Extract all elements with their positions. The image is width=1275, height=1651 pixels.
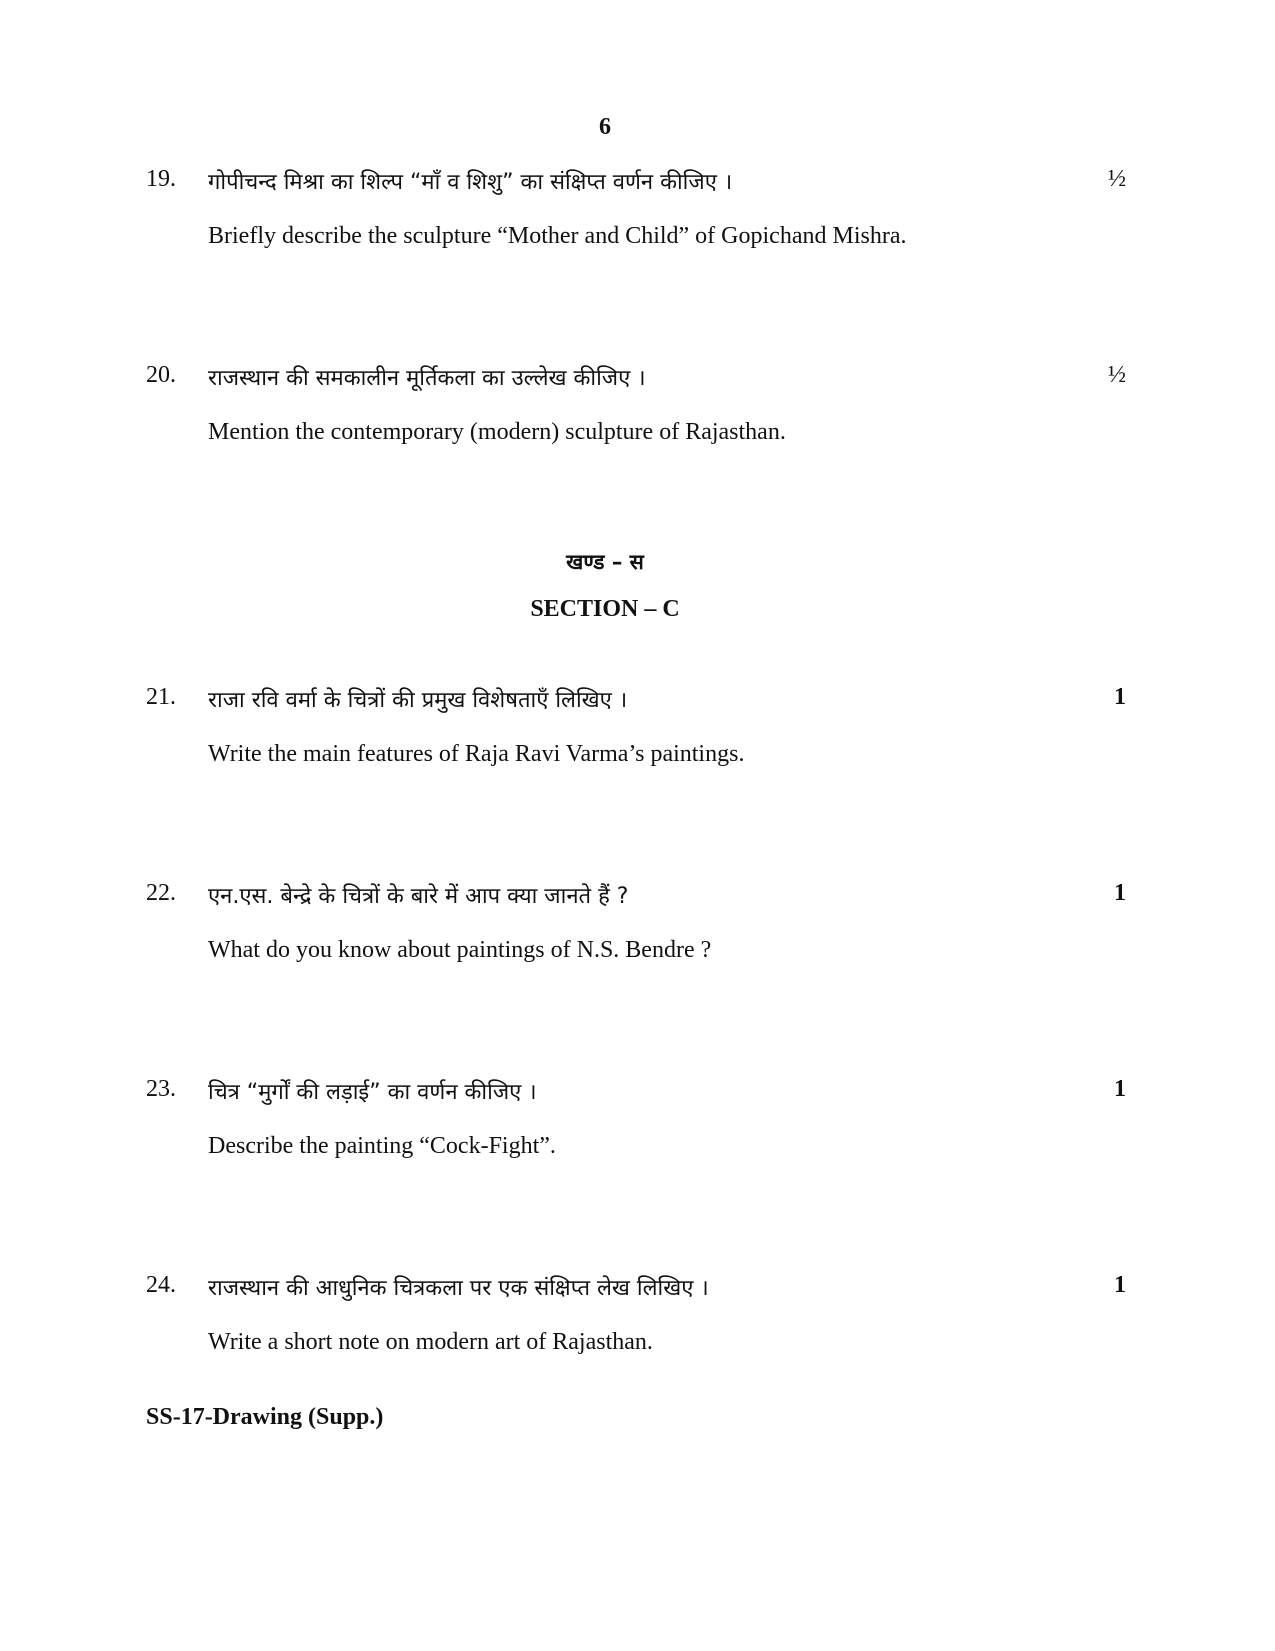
- question-number: 23.: [146, 1076, 176, 1102]
- question-text-hindi: गोपीचन्द मिश्रा का शिल्प “माँ व शिशु” का संक्षिप्त वर्णन कीजिए ।: [208, 170, 733, 195]
- question-text-english: Describe the painting “Cock-Fight”.: [208, 1133, 556, 1159]
- question-number: 20.: [146, 362, 176, 388]
- question-text-hindi: राजस्थान की आधुनिक चित्रकला पर एक संक्षिप्त लेख लिखिए ।: [208, 1276, 709, 1301]
- question-marks: ½: [1108, 166, 1126, 192]
- question-marks: 1: [1114, 880, 1126, 906]
- question-20: [146, 362, 1126, 445]
- question-19: [146, 166, 1126, 249]
- question-24: [146, 1272, 1126, 1355]
- question-text-english: Briefly describe the sculpture “Mother and Child” of Gopichand Mishra.: [208, 223, 907, 249]
- question-marks: 1: [1114, 1272, 1126, 1298]
- paper-code-footer: SS-17-Drawing (Supp.): [146, 1404, 384, 1430]
- question-text-hindi: राजस्थान की समकालीन मूर्तिकला का उल्लेख कीजिए ।: [208, 366, 646, 391]
- question-marks: 1: [1114, 1076, 1126, 1102]
- question-22: [146, 880, 1126, 963]
- question-number: 21.: [146, 684, 176, 710]
- section-heading-english: SECTION – C: [530, 596, 680, 622]
- question-text-english: Write a short note on modern art of Rajasthan.: [208, 1329, 653, 1355]
- question-marks: 1: [1114, 684, 1126, 710]
- section-heading-hindi: खण्ड – स: [566, 550, 644, 574]
- question-21: [146, 684, 1126, 767]
- page-number: 6: [599, 114, 611, 140]
- question-marks: ½: [1108, 362, 1126, 388]
- question-text-english: Write the main features of Raja Ravi Varma’s paintings.: [208, 741, 745, 767]
- question-text-hindi: एन.एस. बेन्द्रे के चित्रों के बारे में आप क्या जानते हैं ?: [208, 884, 629, 909]
- question-number: 19.: [146, 166, 176, 192]
- question-number: 24.: [146, 1272, 176, 1298]
- question-text-english: What do you know about paintings of N.S. Bendre ?: [208, 937, 712, 963]
- question-text-english: Mention the contemporary (modern) sculpture of Rajasthan.: [208, 419, 786, 445]
- question-text-hindi: चित्र “मुर्गों की लड़ाई” का वर्णन कीजिए ।: [208, 1080, 537, 1105]
- question-23: [146, 1076, 1126, 1159]
- question-text-hindi: राजा रवि वर्मा के चित्रों की प्रमुख विशेषताएँ लिखिए ।: [208, 688, 628, 713]
- question-number: 22.: [146, 880, 176, 906]
